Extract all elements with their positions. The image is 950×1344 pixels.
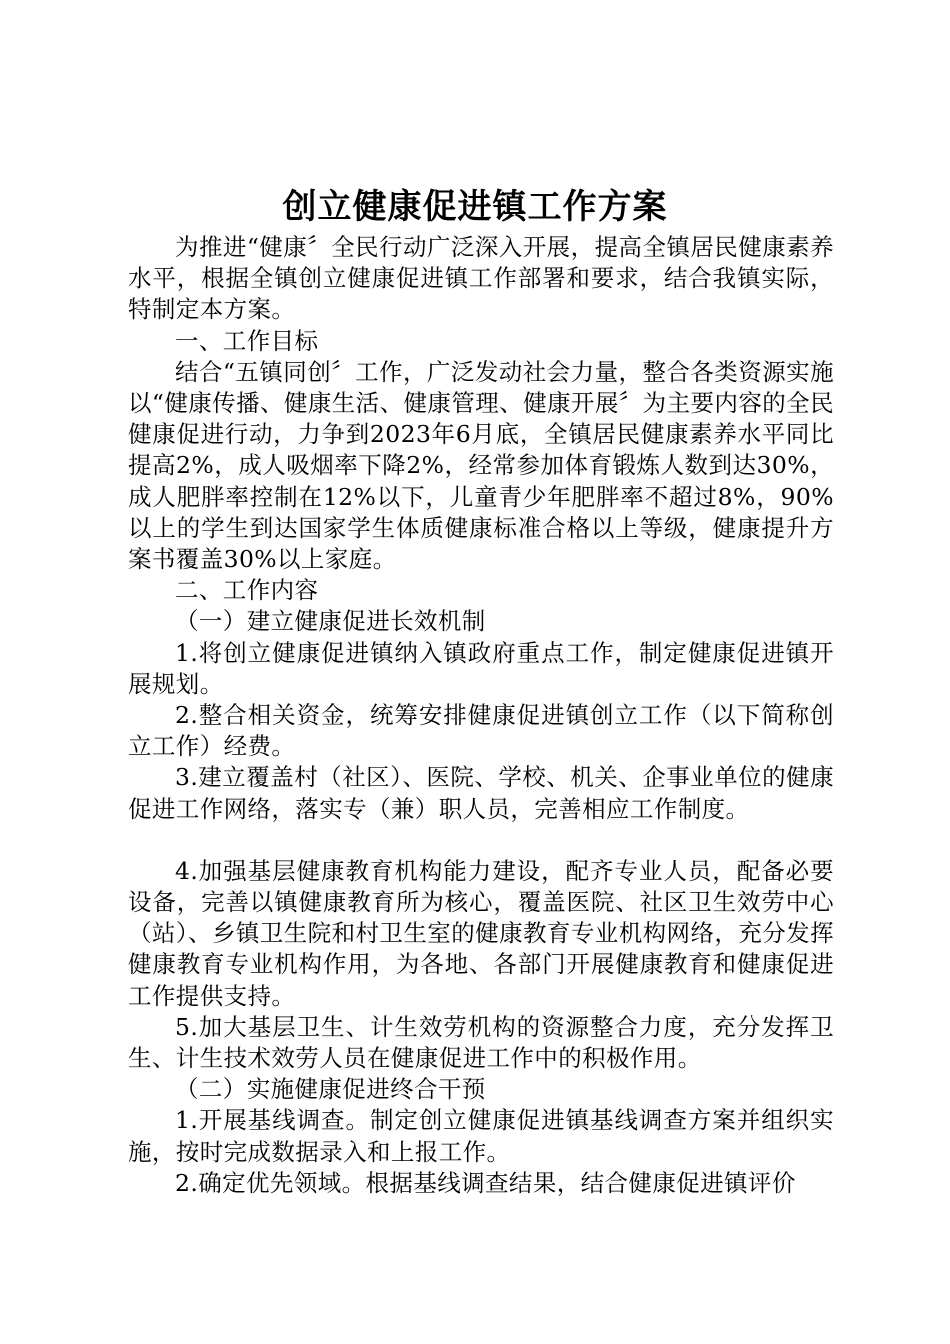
- list-item: 4.加强基层健康教育机构能力建设，配齐专业人员，配备必要设备，完善以镇健康教育所为核心，覆盖医院、社区卫生效劳中心（站）、乡镇卫生院和村卫生室的健康教育专业机构网络，充分发挥健康教育专业机构作用，为各地、各部门开展健康教育和健康促进工作提供支持。: [128, 856, 834, 1010]
- list-item: 5.加大基层卫生、计生效劳机构的资源整合力度，充分发挥卫生、计生技术效劳人员在健康促进工作中的积极作用。: [128, 1012, 834, 1073]
- list-item: 1.将创立健康促进镇纳入镇政府重点工作，制定健康促进镇开展规划。: [128, 638, 834, 698]
- section-2-heading: 二、工作内容: [175, 576, 319, 605]
- intro-paragraph: 为推进“健康〞全民行动广泛深入开展，提高全镇居民健康素养水平，根据全镇创立健康促进镇工作部署和要求，结合我镇实际，特制定本方案。: [128, 233, 834, 324]
- list-item: 1.开展基线调查。制定创立健康促进镇基线调查方案并组织实施，按时完成数据录入和上报工作。: [128, 1106, 834, 1166]
- list-item: 3.建立覆盖村（社区）、医院、学校、机关、企事业单位的健康促进工作网络，落实专（兼）职人员，完善相应工作制度。: [128, 763, 834, 823]
- list-item: 2.确定优先领域。根据基线调查结果，结合健康促进镇评价: [175, 1168, 796, 1197]
- section-1-paragraph: 结合“五镇同创〞工作，广泛发动社会力量，整合各类资源实施以“健康传播、健康生活、健康管理、健康开展〞为主要内容的全民健康促进行动，力争到2023年6月底，全镇居民健康素养水平同比提高2%，成人吸烟率下降2%，经常参加体育锻炼人数到达30%，成人肥胖率控制在12%以下，儿童青少年肥胖率不超过8%，90%以上的学生到达国家学生体质健康标准合格以上等级，健康提升方案书覆盖30%以上家庭。: [128, 357, 834, 574]
- paragraph-gap: [128, 825, 834, 856]
- document-title: 创立健康促进镇工作方案: [282, 187, 668, 227]
- document-body: [128, 232, 834, 1199]
- subsection-2-heading: （二）实施健康促进终合干预: [175, 1075, 486, 1104]
- list-item: 2.整合相关资金，统筹安排健康促进镇创立工作（以下简称创立工作）经费。: [128, 701, 834, 761]
- subsection-1-heading: （一）建立健康促进长效机制: [175, 607, 486, 636]
- section-1-heading: 一、工作目标: [175, 326, 319, 355]
